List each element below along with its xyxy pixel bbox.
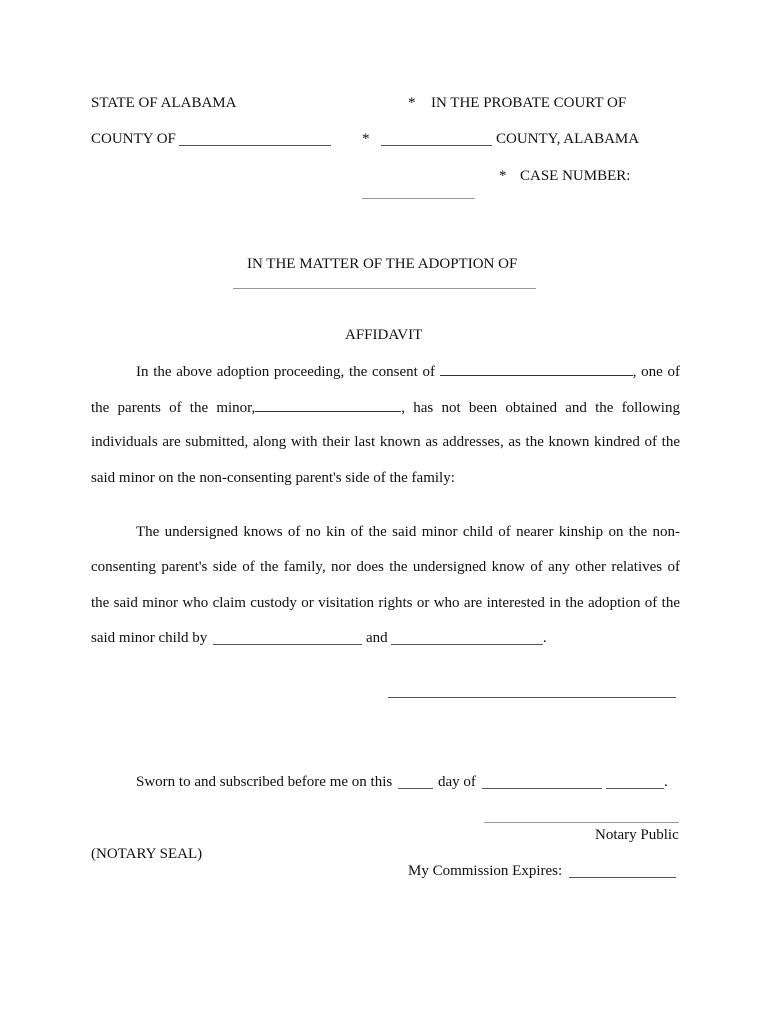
- court-label: IN THE PROBATE COURT OF: [431, 95, 627, 111]
- paragraph-line: individuals are submitted, along with their last known as addresses, as the known kindred of the: [91, 434, 680, 450]
- non-consenting-parent-field[interactable]: [440, 362, 633, 376]
- text-fragment: .: [664, 774, 668, 790]
- county-label: COUNTY OF: [91, 131, 176, 147]
- text-fragment: and: [366, 630, 388, 646]
- caption-star: *: [499, 168, 507, 184]
- paragraph-line: the said minor who claim custody or visitation rights or who are interested in the adoption of the: [91, 595, 680, 611]
- sworn-text: Sworn to and subscribed before me on this: [136, 774, 393, 790]
- paragraph-consent-l2: [91, 398, 680, 416]
- affiant-signature-field[interactable]: [388, 697, 676, 698]
- caption-star: *: [408, 95, 416, 111]
- paragraph-line: said minor on the non-consenting parent's side of the family:: [91, 470, 455, 486]
- adoptee-name-field[interactable]: [233, 288, 536, 289]
- text-fragment: , one of: [632, 364, 681, 380]
- year-field[interactable]: [606, 788, 664, 789]
- paragraph-kin-l3: [91, 594, 680, 612]
- petitioner-one-field[interactable]: [213, 644, 362, 645]
- paragraph-kin: [91, 523, 680, 541]
- state-label: STATE OF ALABAMA: [91, 95, 237, 111]
- paragraph-consent: [91, 362, 680, 380]
- text-fragment: said minor child by: [91, 630, 208, 646]
- text-fragment: In the above adoption proceeding, the consent of: [136, 364, 436, 380]
- minor-name-field[interactable]: [255, 398, 401, 412]
- notary-signature-field[interactable]: [484, 822, 679, 823]
- paragraph-consent-l3: [91, 433, 680, 451]
- text-fragment: day of: [438, 774, 476, 790]
- paragraph-line: The undersigned knows of no kin of the said minor child of nearer kinship on the non-: [136, 524, 680, 540]
- month-field[interactable]: [482, 788, 602, 789]
- day-field[interactable]: [398, 788, 433, 789]
- matter-title: IN THE MATTER OF THE ADOPTION OF: [247, 256, 518, 272]
- case-number-label: CASE NUMBER:: [520, 168, 631, 184]
- commission-expiry-field[interactable]: [569, 877, 676, 878]
- petitioner-two-field[interactable]: [391, 644, 543, 645]
- commission-label: My Commission Expires:: [408, 863, 563, 879]
- case-number-field[interactable]: [362, 198, 475, 199]
- affidavit-title: AFFIDAVIT: [345, 327, 423, 343]
- notary-seal-label: (NOTARY SEAL): [91, 846, 203, 862]
- county-name-field[interactable]: [179, 145, 331, 146]
- paragraph-line: [91, 398, 680, 416]
- paragraph-line: [136, 362, 680, 380]
- text-fragment: the parents of the minor,: [91, 400, 256, 416]
- notary-public-label: Notary Public: [595, 827, 679, 843]
- text-fragment: .: [543, 630, 547, 646]
- paragraph-line: consenting parent's side of the family, nor does the undersigned know of any other relatives of: [91, 559, 680, 575]
- court-county-field[interactable]: [381, 145, 492, 146]
- county-alabama-label: COUNTY, ALABAMA: [496, 131, 640, 147]
- text-fragment: , has not been obtained and the following: [401, 400, 680, 416]
- caption-star: *: [362, 131, 370, 147]
- paragraph-kin-l2: [91, 558, 680, 576]
- paragraph-consent-l4: [91, 469, 680, 487]
